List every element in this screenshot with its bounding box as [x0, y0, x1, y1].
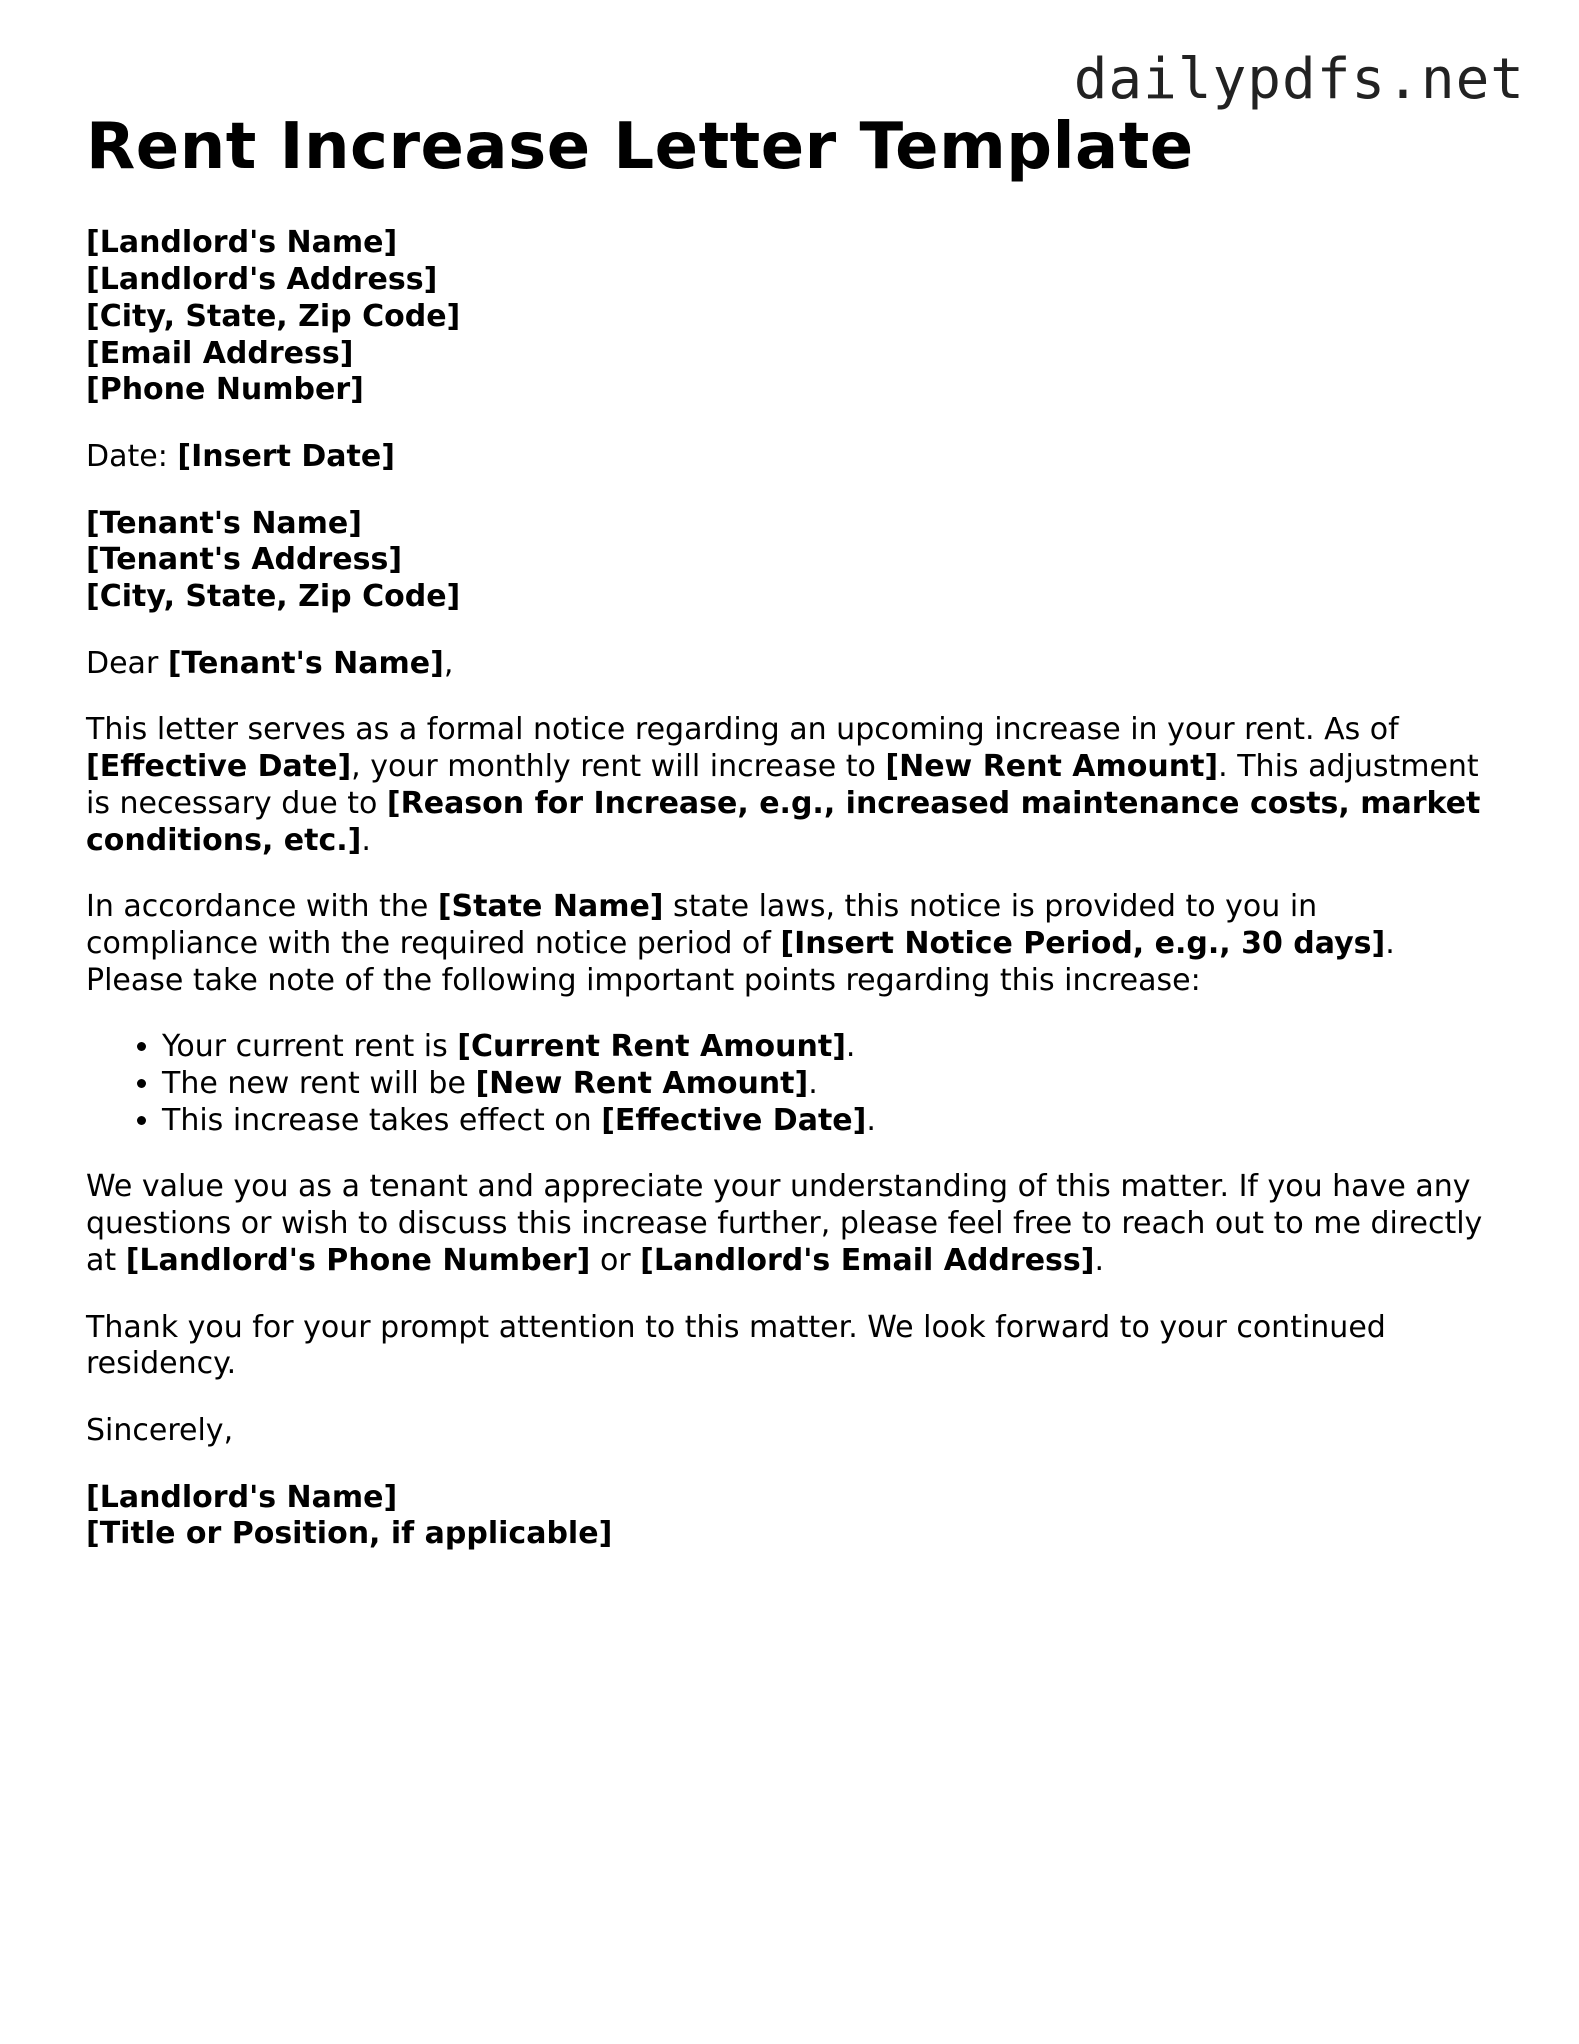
paragraph-thanks: Thank you for your prompt attention to this matter. We look forward to your continued residency. — [86, 1309, 1386, 1382]
letter-page — [86, 112, 1486, 1553]
para1-text: . This adjustment is necessary due to — [86, 749, 1479, 821]
watermark: dailypdfs.net — [1073, 47, 1525, 112]
sender-phone: [Phone Number] — [86, 372, 364, 408]
para2-text: state laws, this notice is provided to you in compliance with the required notice period of — [86, 889, 1318, 961]
list-item-text: Your current rent is — [162, 1029, 458, 1065]
date-line — [86, 439, 1486, 476]
signature-name: [Landlord's Name] — [86, 1479, 398, 1515]
recipient-address: [Tenant's Address] — [86, 542, 403, 578]
para1-text: . — [361, 822, 371, 858]
sender-block — [86, 225, 1486, 409]
date-label: Date: — [86, 438, 178, 474]
salutation — [86, 646, 1486, 683]
closing: Sincerely, — [86, 1412, 234, 1448]
list-item-text: This increase takes effect on — [162, 1102, 602, 1138]
list-item — [162, 1029, 1486, 1066]
list-item — [162, 1103, 1486, 1140]
para3-text: We value you as a tenant and appreciate your understanding of this matter. If you have any questions or wish to discuss this increase further, please feel free to reach out to me directly at — [86, 1169, 1483, 1278]
placeholder-landlord-phone: [Landlord's Phone Number] — [125, 1242, 591, 1278]
para2-text: In accordance with the — [86, 889, 438, 925]
signature-block — [86, 1480, 1486, 1553]
para2-text: . Please take note of the following important points regarding this increase: — [86, 925, 1395, 998]
recipient-city: [City, State, Zip Code] — [86, 579, 461, 615]
sender-email: [Email Address] — [86, 335, 354, 371]
sender-address: [Landlord's Address] — [86, 262, 438, 298]
para3-text: or — [590, 1242, 641, 1278]
list-item — [162, 1066, 1486, 1103]
placeholder-reason: [Reason for Increase, e.g., increased maintenance costs, market conditions, etc.] — [86, 785, 1481, 858]
placeholder-state: [State Name] — [437, 889, 664, 925]
placeholder-notice-period: [Insert Notice Period, e.g., 30 days] — [780, 925, 1386, 961]
placeholder-new-rent: [New Rent Amount] — [885, 749, 1219, 785]
para1-text: This letter serves as a formal notice regarding an upcoming increase in your rent. As of — [86, 712, 1399, 748]
salutation-name: [Tenant's Name] — [167, 645, 444, 681]
date-value: [Insert Date] — [177, 438, 395, 474]
placeholder-effective-date: [Effective Date] — [601, 1102, 867, 1138]
list-item-text: . — [845, 1029, 856, 1065]
list-item-text: The new rent will be — [162, 1066, 476, 1102]
key-points-list — [86, 1029, 1486, 1139]
placeholder-effective-date: [Effective Date] — [86, 749, 352, 785]
sender-name: [Landlord's Name] — [86, 225, 398, 261]
placeholder-current-rent: [Current Rent Amount] — [457, 1029, 846, 1065]
sender-city: [City, State, Zip Code] — [86, 298, 461, 334]
para3-text: . — [1094, 1242, 1105, 1278]
salutation-suffix: , — [443, 645, 454, 681]
placeholder-landlord-email: [Landlord's Email Address] — [640, 1242, 1095, 1278]
placeholder-new-rent: [New Rent Amount] — [475, 1066, 809, 1102]
list-item-text: . — [866, 1102, 876, 1138]
paragraph-compliance — [86, 889, 1486, 999]
salutation-prefix: Dear — [86, 645, 168, 681]
recipient-name: [Tenant's Name] — [86, 505, 362, 541]
para1-text: , your monthly rent will increase to — [351, 749, 886, 785]
paragraph-contact — [86, 1169, 1486, 1279]
signature-title: [Title or Position, if applicable] — [86, 1516, 613, 1552]
list-item-text: . — [808, 1066, 818, 1102]
paragraph-notice — [86, 712, 1486, 859]
page-title: Rent Increase Letter Template — [86, 110, 1194, 184]
recipient-block — [86, 506, 1486, 616]
